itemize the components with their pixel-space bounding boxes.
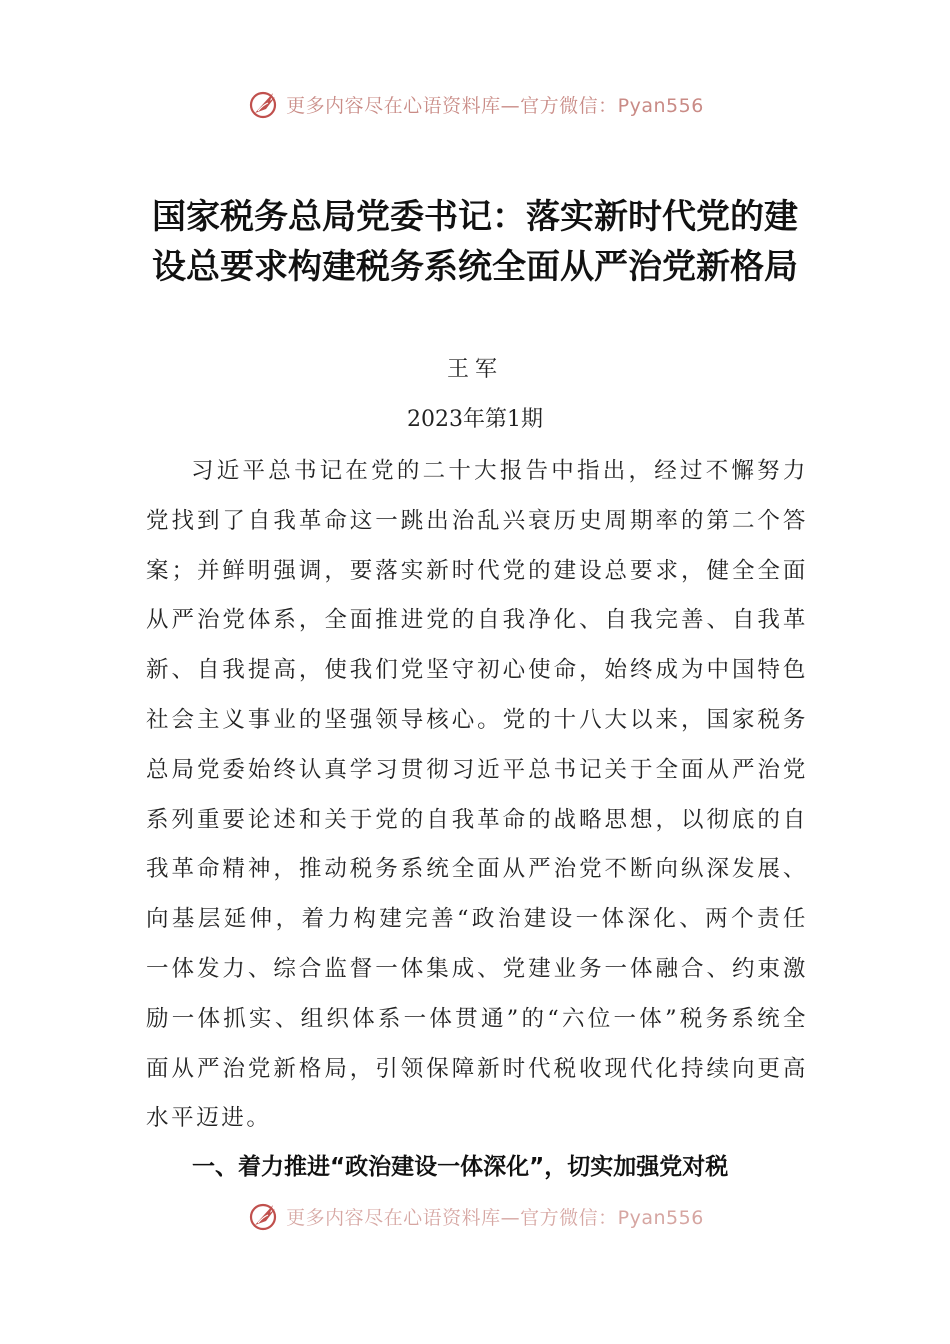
- watermark-text: 更多内容尽在心语资料库—官方微信：Pyan556: [286, 94, 704, 117]
- quill-circle-logo-icon: [246, 87, 280, 121]
- article-author: 王军: [446, 357, 503, 382]
- watermark-header: [0, 84, 950, 124]
- article-title: 国家税务总局党委书记：落实新时代党的建设总要求构建税务系统全面从严治党新格局: [152, 197, 798, 287]
- watermark-footer: [0, 1203, 950, 1237]
- watermark-text: 更多内容尽在心语资料库—官方微信：Pyan556: [286, 1206, 704, 1229]
- paragraph: 习近平总书记在党的二十大报告中指出，经过不懈努力党找到了自我革命这一跳出治乱兴衰历史周期率的第二个答案；并鲜明强调，要落实新时代党的建设总要求，健全全面从严治党体系，全面推进党的自我净化、自我完善、自我革新、自我提高，使我们党坚守初心使命，始终成为中国特色社会主义事业的坚强领导核心。党的十八大以来，国家税务总局党委始终认真学习贯彻习近平总书记关于全面从严治党系列重要论述和关于党的自我革命的战略思想，以彻底的自我革命精神，推动税务系统全面从严治党不断向纵深发展、向基层延伸，着力构建完善“政治建设一体深化、两个责任一体发力、综合监督一体集成、党建业务一体融合、约束激励一体抓实、组织体系一体贯通”的“六位一体”税务系统全面从严治党新格局，引领保障新时代税收现代化持续向更高水平迈进。: [146, 458, 808, 1132]
- section-heading: 一、着力推进“政治建设一体深化”，切实加强党对税: [192, 1154, 729, 1180]
- article-issue: 2023年第1期: [407, 407, 543, 432]
- quill-circle-logo-icon: [246, 1203, 280, 1233]
